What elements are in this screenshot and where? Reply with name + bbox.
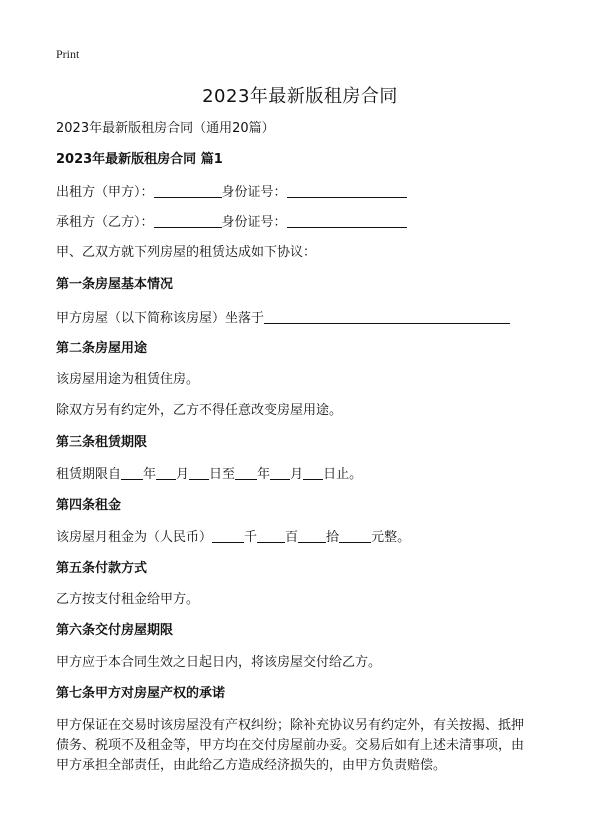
- term-prefix: 租赁期限自: [56, 467, 122, 482]
- rent-thousands-unit: 千: [244, 530, 258, 545]
- article-4-heading: 第四条租金: [56, 498, 122, 513]
- rent-yuan-blank[interactable]: [339, 528, 371, 543]
- article-2-line-1: 该房屋用途为租赁住房。: [56, 372, 200, 387]
- document-title: 2023年最新版租房合同: [202, 86, 398, 107]
- article-5-text: 乙方按支付租金给甲方。: [56, 592, 200, 607]
- start-month-blank[interactable]: [156, 465, 176, 480]
- lessee-id-blank[interactable]: [287, 213, 407, 228]
- article-2-heading: 第二条房屋用途: [56, 341, 148, 356]
- lessee-id-label: 身份证号：: [221, 215, 287, 230]
- rent-hundreds-blank[interactable]: [257, 528, 285, 543]
- article-7-paragraph: [56, 716, 556, 776]
- end-day-unit: 日止。: [323, 467, 363, 482]
- article-1-heading: 第一条房屋基本情况: [56, 277, 174, 292]
- article-7-row-3: 甲方承担全部责任，由此给乙方造成经济损失的，由甲方负责赔偿。: [56, 758, 447, 773]
- end-month-unit: 月: [290, 467, 304, 482]
- rent-tens-blank[interactable]: [298, 528, 326, 543]
- article-6-heading: 第六条交付房屋期限: [56, 623, 174, 638]
- article-7-row-1: 甲方保证在交易时该房屋没有产权纠纷；除补充协议另有约定外，有关按揭、抵押: [56, 718, 525, 733]
- end-day-blank[interactable]: [303, 465, 323, 480]
- lessor-id-blank[interactable]: [287, 183, 407, 198]
- lessor-name-blank[interactable]: [154, 183, 222, 198]
- lessee-label: 承租方（乙方）：: [56, 215, 154, 230]
- rent-thousands-blank[interactable]: [212, 528, 244, 543]
- end-year-unit: 年: [257, 467, 271, 482]
- article-3-term-line: [56, 465, 362, 484]
- start-day-blank[interactable]: [189, 465, 209, 480]
- article-3-heading: 第三条租赁期限: [56, 435, 148, 450]
- start-year-blank[interactable]: [121, 465, 143, 480]
- document-subtitle: 2023年最新版租房合同（通用20篇）: [56, 121, 275, 136]
- article-4-rent-line: [56, 528, 410, 547]
- lessee-line: [56, 213, 407, 232]
- rent-yuan-unit: 元整。: [371, 530, 411, 545]
- lessor-label: 出租方（甲方）：: [56, 185, 154, 200]
- lessor-line: [56, 183, 407, 202]
- article-2-line-2: 除双方另有约定外，乙方不得任意改变房屋用途。: [56, 403, 343, 418]
- article-5-heading: 第五条付款方式: [56, 561, 148, 576]
- start-day-unit: 日至: [209, 467, 236, 482]
- article-7-heading: 第七条甲方对房屋产权的承诺: [56, 686, 226, 701]
- print-label[interactable]: Print: [56, 47, 80, 61]
- article-1-text: 甲方房屋（以下简称该房屋）坐落于: [56, 311, 265, 326]
- rent-tens-unit: 拾: [326, 530, 340, 545]
- lessor-id-label: 身份证号：: [221, 185, 287, 200]
- intro-text: 甲、乙双方就下列房屋的租赁达成如下协议：: [56, 245, 317, 260]
- section-title: 2023年最新版租房合同 篇1: [56, 152, 223, 167]
- rent-prefix: 该房屋月租金为（人民币）: [56, 530, 213, 545]
- article-1-text-line: [56, 309, 510, 328]
- end-year-blank[interactable]: [235, 465, 257, 480]
- lessee-name-blank[interactable]: [154, 213, 222, 228]
- article-7-row-2: 债务、税项不及租金等，甲方均在交付房屋前办妥。交易后如有上述未清事项，由: [56, 738, 525, 753]
- end-month-blank[interactable]: [270, 465, 290, 480]
- rent-hundreds-unit: 百: [285, 530, 299, 545]
- article-6-text: 甲方应于本合同生效之日起日内，将该房屋交付给乙方。: [56, 655, 382, 670]
- start-month-unit: 月: [176, 467, 190, 482]
- start-year-unit: 年: [143, 467, 157, 482]
- address-blank[interactable]: [264, 309, 510, 324]
